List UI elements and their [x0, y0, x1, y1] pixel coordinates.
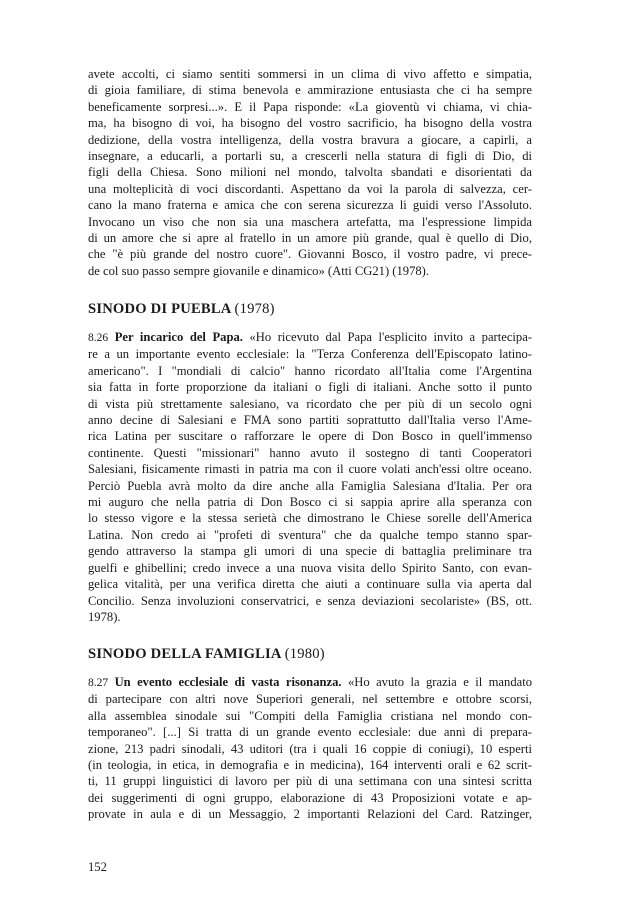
text-line: di gioia familiare, di stima benevola e ammirazione entusiasta che ci ha sempre — [88, 83, 532, 98]
paragraph-lead: Per incarico del Papa. — [114, 330, 243, 344]
text-line: figli della Chiesa. Sono milioni nel mondo, talvolta sbandati e disorientati da — [88, 165, 532, 180]
text-line: americano". I "mondiali di calcio" hanno ricordato all'Italia come l'Argentina — [88, 363, 532, 378]
section-title: SINODO DI PUEBLA — [88, 301, 231, 317]
paragraph-first-line: «Ho ricevuto dal Papa l'esplicito invito a partecipa- — [249, 330, 532, 344]
text-line: insegnare, a educarli, a portarli su, a crescerli nella statura di figli di Dio, di — [88, 149, 532, 164]
section-year: (1978) — [234, 301, 275, 317]
text-line: avete accolti, ci siamo sentiti sommersi in un clima di vivo affetto e simpatia, — [88, 67, 532, 81]
text-line: zione, 213 padri sinodali, 43 uditori (tra i quali 16 coppie di coniugi), 10 esperti — [88, 741, 532, 756]
text-line: ma, ha bisogno di voi, ha bisogno del vostro sacrificio, ha bisogno della vostra — [88, 116, 532, 131]
page-number: 152 — [88, 860, 107, 874]
text-line: Concilio. Senza involuzioni conservatrici, e senza deviazioni secolariste» (BS, ott. — [88, 593, 532, 608]
text-line: anno decine di Salesiani e FMA sono partiti soprattutto dall'Italia verso l'Ame- — [88, 413, 532, 428]
text-line: cano la mano fraterna e amica che con serena sicurezza li guidi verso l'Assoluto. — [88, 198, 532, 213]
text-line: provate in aula e di un Messaggio, 2 importanti Relazioni del Card. Ratzinger, — [88, 807, 532, 822]
text-line: dei suggerimenti di ogni gruppo, elaborazione di 43 Proposizioni votate e ap- — [88, 790, 532, 805]
text-line — [88, 674, 532, 691]
text-line: rica Latina per suscitare o rafforzare le opere di Don Bosco in quell'immenso — [88, 429, 532, 444]
text-line: Perciò Puebla avrà molto da dire anche alla Famiglia Salesiana d'Italia. Per ora — [88, 478, 532, 493]
text-line: temporaneo". [...] Si tratta di un grande evento ecclesiale: due anni di prepara- — [88, 725, 532, 740]
text-line: lo stesso vigore e la stessa serietà che dimostrano le Chiese sorelle dell'America — [88, 511, 532, 526]
text-line: di un amore che si apre al fratello in un amore più grande, qual è quello di Dio, — [88, 231, 532, 246]
text-line: di partecipare con altri nove Superiori generali, nel settembre e ottobre scorsi, — [88, 692, 532, 707]
text-line: Invocano un viso che non sia una maschera artefatta, ma l'espressione limpida — [88, 214, 532, 229]
text-line: gelica vitalità, per una verifica diretta che aiuti a continuare sulla via aperta dal — [88, 577, 532, 592]
text-line: Latina. Non credo ai "profeti di sventura" che da qualche tempo stanno spar- — [88, 527, 532, 542]
text-line: che "è più grande del nostro cuore". Giovanni Bosco, il vostro padre, vi prece- — [88, 247, 532, 262]
paragraph-8-26 — [88, 329, 532, 625]
text-line: continente. Questi "missionari" hanno avuto il sostegno di tanti Cooperatori — [88, 445, 532, 460]
text-line: sia fatta in forte proporzione da italiani o figli di italiani. Anche sotto il punto — [88, 380, 532, 395]
paragraph-lead: Un evento ecclesiale di vasta risonanza. — [114, 675, 342, 689]
paragraph-first-line: «Ho avuto la grazia e il mandato — [347, 675, 533, 689]
paragraph-number: 8.26 — [88, 332, 109, 344]
text-line: di vista più strettamente salesiano, va ricordato che per più di un secolo ogni — [88, 396, 532, 411]
text-line: re a un importante evento ecclesiale: la "Terza Conferenza dell'Episcopato latino- — [88, 347, 532, 362]
text-line: una molteplicità di voci discordanti. Aspettano da voi la parola di salvezza, cer- — [88, 181, 532, 196]
text-line: de col suo passo sempre giovanile e dinamico» (Atti CG21) (1978). — [88, 263, 430, 278]
text-line: Salesiani, fisicamente rimasti in patria ma con il cuore volati anch'essi oltre oceano. — [88, 462, 532, 477]
text-line: guelfi e ghibellini; credo invece a una nuova visita dello Spirito Santo, con evan- — [88, 560, 532, 575]
text-line: dedizione, della vostra intelligenza, della vostra bravura a giocare, a capirli, a — [88, 132, 532, 147]
text-line: beneficamente sorpresi...». E il Papa risponde: «La gioventù vi chiama, vi chia- — [88, 99, 532, 114]
intro-paragraph — [88, 66, 532, 279]
paragraph-number: 8.27 — [88, 677, 109, 689]
text-line: mi auguro che nella patria di Don Bosco ci si sappia aprire alla speranza con — [88, 495, 532, 510]
section-title: SINODO DELLA FAMIGLIA — [88, 646, 281, 662]
section-heading-famiglia — [88, 646, 325, 662]
text-line — [88, 329, 532, 346]
paragraph-8-27 — [88, 674, 532, 823]
text-line: alla assemblea sinodale sui "Compiti della Famiglia cristiana nel mondo con- — [88, 708, 532, 723]
text-line: (in teologia, in etica, in demografia e in medicina), 164 interventi orali e 62 scrit- — [88, 758, 532, 773]
section-year: (1980) — [284, 646, 325, 662]
text-line: 1978). — [88, 609, 121, 624]
text-line: gendo attraverso la stampa gli umori di una specie di battaglia preliminare tra — [88, 544, 532, 559]
section-heading-puebla — [88, 301, 275, 317]
page-body — [88, 66, 533, 822]
text-line: ti, 11 gruppi linguistici di lavoro per più di una settimana con una sintesi scritta — [88, 774, 532, 789]
